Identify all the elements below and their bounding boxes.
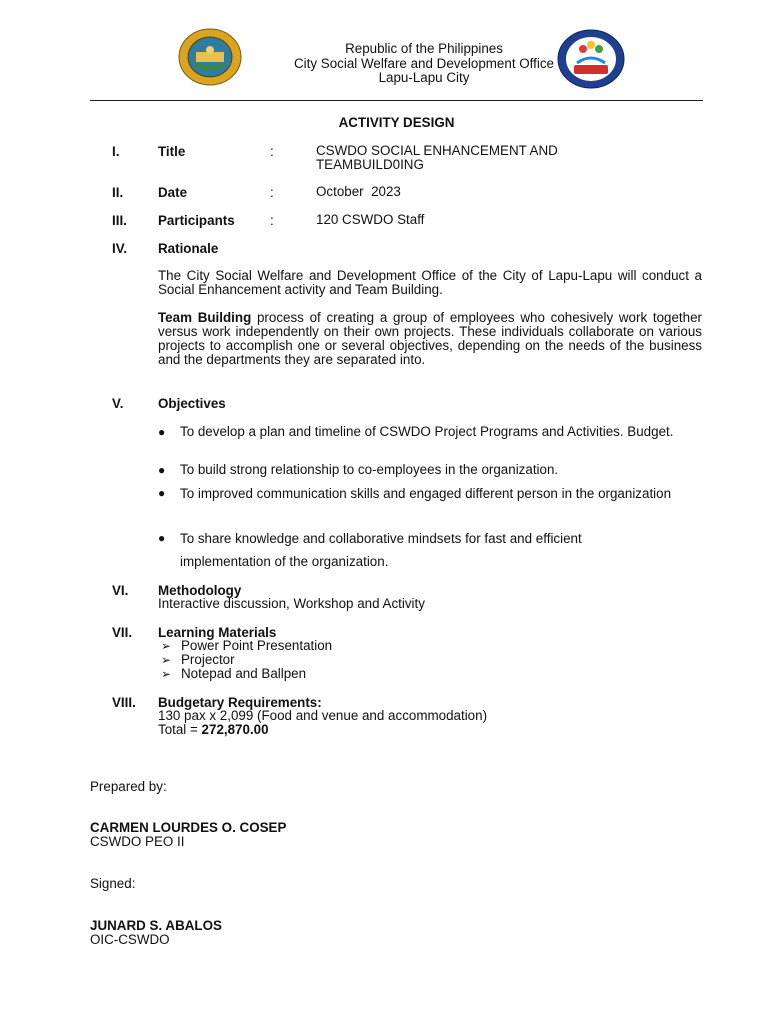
arrow-bullet-icon: ➢	[161, 653, 172, 667]
preparer-name: CARMEN LOURDES O. COSEP	[90, 820, 287, 835]
section-label-date: Date	[158, 185, 188, 200]
team-building-definition: process of creating a group of employees who cohesively work together versus work independently on their own projects. These individuals collaborate on various projects to accomplish one or several objectives, depending on the needs of the business and the departments they are separated into.	[158, 310, 702, 367]
letterhead-city: Lapu-Lapu City	[378, 70, 470, 86]
section-number-date: II.	[112, 185, 124, 200]
bullet-icon: ●	[158, 463, 166, 477]
date-value: October 2023	[316, 184, 401, 199]
bullet-icon: ●	[158, 531, 166, 545]
header-divider	[90, 100, 703, 101]
letterhead-office: City Social Welfare and Development Office	[294, 55, 554, 71]
title-value: CSWDO SOCIAL ENHANCEMENT AND TEAMBUILD0ING	[316, 143, 558, 172]
section-number-rationale: IV.	[112, 241, 128, 256]
prepared-by-label: Prepared by:	[90, 779, 167, 794]
section-number-objectives: V.	[112, 396, 124, 411]
section-label-learning-materials: Learning Materials	[158, 625, 277, 640]
budget-total	[158, 723, 269, 737]
preparer-position: CSWDO PEO II	[90, 834, 185, 849]
section-number-methodology: VI.	[112, 583, 129, 598]
bullet-icon: ●	[158, 486, 166, 500]
budget-total-label: Total =	[158, 722, 202, 737]
cswdo-logo	[557, 29, 625, 89]
section-label-participants: Participants	[158, 213, 235, 228]
budget-total-value: 272,870.00	[201, 722, 269, 737]
signatory-position: OIC-CSWDO	[90, 932, 170, 947]
methodology-value: Interactive discussion, Workshop and Activity	[158, 596, 425, 611]
bullet-icon: ●	[158, 425, 166, 439]
colon: :	[270, 185, 274, 200]
colon: :	[270, 213, 274, 228]
signed-label: Signed:	[90, 876, 136, 891]
participants-value: 120 CSWDO Staff	[316, 212, 425, 227]
arrow-bullet-icon: ➢	[161, 667, 172, 681]
section-label-methodology: Methodology	[158, 583, 242, 598]
section-number-learning-materials: VII.	[112, 625, 133, 640]
section-number-title: I.	[112, 144, 120, 159]
document-title: ACTIVITY DESIGN	[338, 115, 455, 130]
team-building-term: Team Building	[158, 310, 252, 325]
section-label-rationale: Rationale	[158, 241, 219, 256]
arrow-bullet-icon: ➢	[161, 639, 172, 653]
rationale-paragraph-2	[158, 311, 702, 367]
section-label-title: Title	[158, 144, 186, 159]
budget-breakdown: 130 pax x 2,099 (Food and venue and accommodation)	[158, 708, 488, 723]
letterhead-country: Republic of the Philippines	[345, 41, 503, 56]
signatory-name: JUNARD S. ABALOS	[90, 918, 222, 933]
rationale-paragraph-1: The City Social Welfare and Development Office of the City of Lapu-Lapu will conduct a Social Enhancement activity and Team Building.	[158, 268, 702, 297]
section-label-budget: Budgetary Requirements:	[158, 695, 322, 710]
colon: :	[270, 144, 274, 159]
section-label-objectives: Objectives	[158, 396, 226, 411]
section-number-participants: III.	[112, 213, 127, 228]
section-number-budget: VIII.	[112, 695, 136, 710]
